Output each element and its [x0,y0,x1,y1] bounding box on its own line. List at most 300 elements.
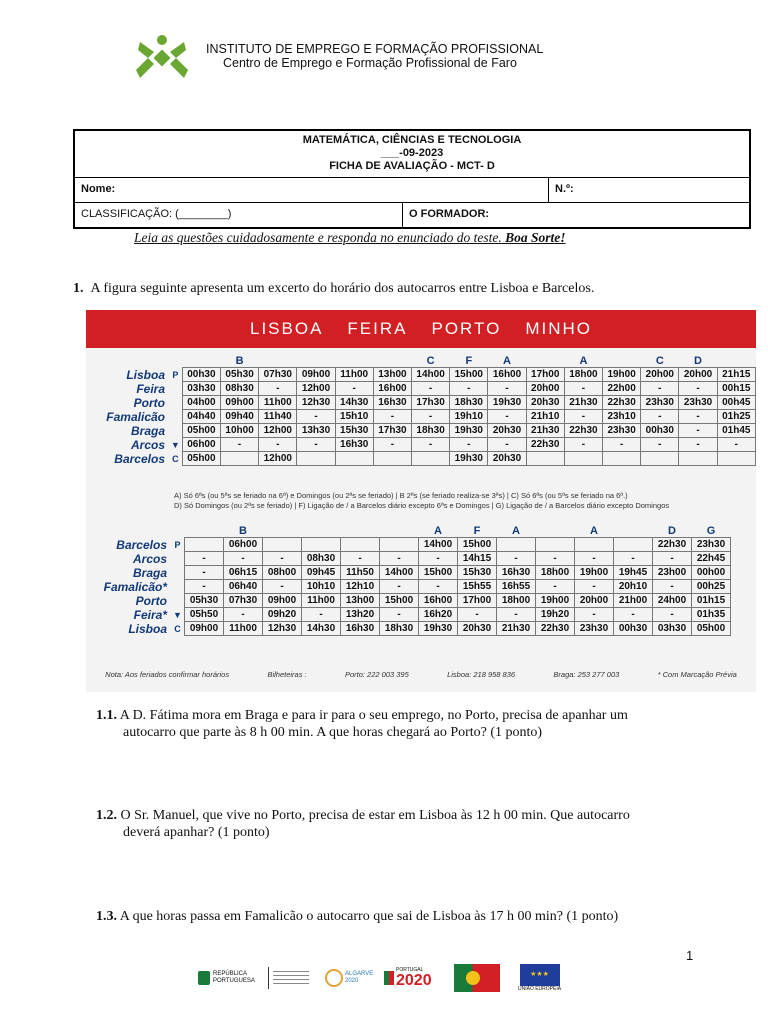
lower-time-cell: 00h25 [692,580,731,594]
lower-station-marker: ▼ [173,609,182,620]
timetable-footer [86,666,756,682]
lower-station-label: Feira* [133,607,167,622]
upper-time-cell: - [450,438,488,452]
title-minho: MINHO [525,319,592,338]
upper-time-cell: 18h00 [564,368,602,382]
footer-note: Nota: Aos feriados confirmar horários [105,669,230,679]
institute-heading [206,42,543,70]
upper-service-code [259,354,297,368]
page-number: 1 [686,948,694,963]
lower-station-label: Barcelos [116,537,167,552]
upper-time-cell: 19h10 [450,410,488,424]
lower-time-cell: 06h40 [224,580,263,594]
lower-time-cell: 22h30 [536,622,575,636]
upper-time-cell: 19h30 [488,396,526,410]
upper-time-cell [526,452,564,466]
lower-time-cell: 06h00 [224,538,263,552]
upper-row [88,452,756,466]
lower-time-cell: 00h30 [614,622,653,636]
name-field[interactable] [75,178,549,202]
title-lisboa: LISBOA [250,319,324,338]
upper-time-cell: 22h00 [603,382,641,396]
upper-time-cell: 12h00 [259,452,297,466]
upper-service-code [717,354,755,368]
upper-time-cell: - [679,382,717,396]
upper-time-cell: 08h30 [220,382,258,396]
footer-prior: * Com Marcação Prévia [657,669,737,679]
upper-time-cell: 12h00 [297,382,335,396]
upper-station-marker [169,424,182,438]
lower-time-cell: 07h30 [224,594,263,608]
question-1-1-text: A D. Fátima mora em Braga e para ir para o seu emprego, no Porto, precisa de apanhar um [119,708,628,723]
lower-time-cell: - [653,580,692,594]
lower-time-cell: - [614,552,653,566]
lower-time-cell: - [536,580,575,594]
upper-time-cell: - [373,438,411,452]
lower-codes-row [88,524,731,538]
lower-row [88,580,731,594]
upper-time-cell: 16h30 [373,396,411,410]
upper-station-label: Barcelos [114,451,165,466]
lower-row [88,622,731,636]
lower-station-marker: C [174,623,181,634]
question-1-2-number: 1.2. [96,808,117,823]
lower-time-cell [614,538,653,552]
lower-time-cell [341,538,380,552]
lower-station-marker: P [174,539,181,550]
upper-service-code [182,354,220,368]
lower-time-cell: 05h50 [185,608,224,622]
upper-time-cell: 15h10 [335,410,373,424]
lower-time-cell: 20h30 [458,622,497,636]
lower-time-cell: 24h00 [653,594,692,608]
question-1-2 [96,807,630,841]
institute-name: INSTITUTO DE EMPREGO E FORMAÇÃO PROFISSIONAL [206,42,544,56]
lower-timetable [88,524,731,636]
lower-time-cell: 03h30 [653,622,692,636]
lower-time-cell: - [653,608,692,622]
upper-time-cell [679,452,717,466]
upper-time-cell: 00h30 [641,424,679,438]
upper-time-cell: 16h00 [488,368,526,382]
trainer-field[interactable] [403,203,749,227]
lower-row [88,594,731,608]
upper-service-code [603,354,641,368]
lower-time-cell: - [341,552,380,566]
upper-time-cell: 16h30 [335,438,373,452]
lower-service-code: F [473,524,481,537]
question-1-number: 1. [73,281,84,296]
lower-time-cell: 05h30 [185,594,224,608]
lower-time-cell: - [575,580,614,594]
lower-time-cell: - [575,608,614,622]
logo-ue [518,962,561,994]
lower-time-cell: - [653,552,692,566]
lower-time-cell: - [380,552,419,566]
upper-time-cell: 17h30 [373,424,411,438]
upper-station-marker [169,382,182,396]
number-field[interactable] [549,178,749,202]
bus-timetable [86,310,756,692]
upper-row [88,438,756,452]
lower-service-code: A [434,524,442,537]
upper-time-cell: 22h30 [564,424,602,438]
upper-time-cell: 11h00 [259,396,297,410]
upper-time-cell: 15h00 [450,368,488,382]
footer-braga: Braga: 253 277 003 [553,669,620,679]
upper-service-code: B [235,354,244,367]
lower-time-cell: 19h20 [536,608,575,622]
upper-time-cell: - [603,438,641,452]
upper-time-cell: 20h00 [679,368,717,382]
upper-station-label: Famalicão [106,409,165,424]
instructions-closing: Boa Sorte! [505,230,566,245]
upper-time-cell: 19h00 [603,368,641,382]
classification-field[interactable] [75,203,403,227]
question-1 [73,280,594,297]
name-row [75,178,749,203]
upper-time-cell [412,452,450,466]
lower-time-cell: 23h00 [653,566,692,580]
upper-time-cell: 19h30 [450,424,488,438]
lower-time-cell: 15h30 [458,566,497,580]
lower-time-cell: - [185,580,224,594]
upper-time-cell: - [412,410,450,424]
ue-text: UNIÃO EUROPEIA [518,986,562,992]
lower-time-cell: - [536,552,575,566]
lower-time-cell: - [419,580,458,594]
upper-time-cell [335,452,373,466]
lower-service-code [614,524,653,538]
question-1-1 [96,707,628,741]
lower-time-cell: 01h35 [692,608,731,622]
lower-time-cell: 20h10 [614,580,653,594]
footer-ticket: Bilheteiras : [267,669,307,679]
upper-time-cell: 11h00 [335,368,373,382]
question-1-3-text: A que horas passa em Famalicão o autocarro que sai de Lisboa às 17 h 00 min? (1 ponto) [119,909,619,924]
timetable-title-bar [86,310,756,348]
lower-time-cell: 09h00 [263,594,302,608]
upper-time-cell: 16h00 [373,382,411,396]
lower-time-cell: - [185,566,224,580]
lower-time-cell: 09h00 [185,622,224,636]
lower-time-cell: 11h00 [224,622,263,636]
logo-portugal-flag [454,962,500,994]
lower-time-cell: 19h00 [536,594,575,608]
lower-service-code [380,524,419,538]
subject-title: MATEMÁTICA, CIÊNCIAS E TECNOLOGIA [302,134,522,146]
upper-time-cell: - [297,438,335,452]
portugal2020-flag-icon [384,971,394,985]
codes-spacer [88,524,171,538]
lower-time-cell: 08h30 [302,552,341,566]
upper-time-cell: 20h00 [526,382,564,396]
upper-time-cell: 12h00 [259,424,297,438]
upper-time-cell: 22h30 [603,396,641,410]
upper-station-label: Lisboa [126,367,165,382]
upper-time-cell: 01h25 [717,410,755,424]
lower-row [88,566,731,580]
lower-time-cell: 18h00 [536,566,575,580]
lower-time-cell: - [302,608,341,622]
upper-time-cell: 10h00 [220,424,258,438]
lower-time-cell: 21h00 [614,594,653,608]
question-1-1-text-2: autocarro que parte às 8 h 00 min. A que horas chegará ao Porto? (1 ponto) [123,725,543,740]
lower-station-marker [171,594,185,608]
upper-station-label: Feira [136,381,165,396]
lower-service-code: A [512,524,520,537]
instructions [134,230,565,246]
upper-time-cell: 04h40 [182,410,220,424]
upper-station-marker [169,396,182,410]
upper-service-code: A [579,354,588,367]
lower-time-cell: 22h45 [692,552,731,566]
upper-time-cell: 13h30 [297,424,335,438]
question-1-2-text: O Sr. Manuel, que vive no Porto, precisa de estar em Lisboa às 12 h 00 min. Que autocarro [120,808,630,823]
lower-time-cell: 19h00 [575,566,614,580]
upper-time-cell: - [373,410,411,424]
upper-time-cell: 09h40 [220,410,258,424]
lower-time-cell: 22h30 [653,538,692,552]
lower-time-cell: 13h20 [341,608,380,622]
lower-time-cell: 21h30 [497,622,536,636]
lower-service-code [341,524,380,538]
upper-time-cell: 00h45 [717,396,755,410]
upper-time-cell: 04h00 [182,396,220,410]
logo-ministry [268,962,309,994]
lower-time-cell: 15h55 [458,580,497,594]
upper-time-cell: - [259,438,297,452]
upper-time-cell: 12h30 [297,396,335,410]
upper-time-cell: - [564,438,602,452]
lower-time-cell: - [185,552,224,566]
upper-time-cell [603,452,641,466]
lower-time-cell: 15h00 [419,566,458,580]
upper-time-cell: 14h00 [412,368,450,382]
upper-time-cell [373,452,411,466]
iefp-logo-icon [136,34,188,80]
lower-time-cell: 01h15 [692,594,731,608]
lower-time-cell: 08h00 [263,566,302,580]
lower-time-cell: 00h00 [692,566,731,580]
lower-time-cell: 14h00 [419,538,458,552]
upper-time-cell: 22h30 [526,438,564,452]
lower-row [88,552,731,566]
lower-station-marker [171,552,185,566]
lower-time-cell: - [497,552,536,566]
upper-time-cell: - [259,382,297,396]
lower-station-marker [171,580,185,594]
lower-time-cell: 16h30 [497,566,536,580]
upper-time-cell: 17h30 [412,396,450,410]
lower-time-cell: - [497,608,536,622]
lower-time-cell: 11h00 [302,594,341,608]
upper-service-code [526,354,564,368]
upper-row [88,424,756,438]
upper-service-code [297,354,335,368]
upper-service-code: C [655,354,664,367]
logo-algarve [325,962,374,994]
upper-time-cell: - [297,410,335,424]
upper-time-cell: 09h00 [297,368,335,382]
upper-time-cell [564,452,602,466]
lower-time-cell: 12h10 [341,580,380,594]
upper-time-cell [220,452,258,466]
upper-service-code: D [694,354,702,367]
lower-service-code [185,524,224,538]
lower-station-marker [171,566,185,580]
lower-time-cell: - [380,580,419,594]
upper-time-cell: - [641,382,679,396]
upper-time-cell [717,452,755,466]
lower-service-code: G [706,524,716,537]
lower-station-label: Braga [132,565,167,580]
lower-time-cell: 16h30 [341,622,380,636]
lower-service-code [263,524,302,538]
title-porto: PORTO [431,319,502,338]
upper-time-cell: 17h00 [526,368,564,382]
lower-time-cell [536,538,575,552]
lower-time-cell: 16h00 [419,594,458,608]
upper-time-cell: - [412,438,450,452]
question-1-3-number: 1.3. [96,909,117,924]
lower-time-cell: - [380,608,419,622]
lower-station-label: Porto [135,593,167,608]
upper-service-code [373,354,411,368]
title-feira: FEIRA [347,319,408,338]
lower-time-cell [302,538,341,552]
upper-time-cell: 18h30 [450,396,488,410]
upper-time-cell: 23h10 [603,410,641,424]
upper-time-cell: 05h00 [182,452,220,466]
codes-spacer [88,354,169,368]
ue-block [518,964,561,992]
lower-time-cell: 17h00 [458,594,497,608]
upper-time-cell: 01h45 [717,424,755,438]
codes-spacer [169,354,182,368]
upper-time-cell: 21h30 [526,424,564,438]
legend-line-1: A) Só 6ªs (ou 5ªs se feriado na 6ª) e Domingos (ou 2ªs se feriado) | B 2ªs (se feriado realiza-se 3ªs) | C) Só 6ªs (ou 5ªs se feriado na 6ª.) [174,491,628,500]
exam-title-block [75,131,749,178]
upper-time-cell: - [488,382,526,396]
upper-time-cell [641,452,679,466]
upper-time-cell: 13h00 [373,368,411,382]
footer-porto: Porto: 222 003 395 [344,669,409,679]
lower-time-cell: - [263,552,302,566]
upper-station-marker: C [172,453,179,464]
upper-station-label: Braga [130,423,165,438]
upper-row [88,410,756,424]
upper-station-label: Porto [133,395,165,410]
upper-time-cell: 03h30 [182,382,220,396]
upper-time-cell: - [679,424,717,438]
upper-time-cell: 19h30 [450,452,488,466]
lower-time-cell: 23h30 [575,622,614,636]
lower-time-cell [263,538,302,552]
lower-time-cell: 14h15 [458,552,497,566]
upper-time-cell: 23h30 [679,396,717,410]
lower-time-cell: 11h50 [341,566,380,580]
upper-time-cell: 07h30 [259,368,297,382]
lower-row [88,608,731,622]
lower-service-code: D [668,524,676,537]
upper-time-cell: - [488,410,526,424]
upper-time-cell: - [220,438,258,452]
upper-time-cell: 21h10 [526,410,564,424]
upper-station-marker: P [172,369,179,380]
lower-service-code: B [239,524,247,537]
republica-emblem-icon [198,971,210,985]
upper-time-cell: - [641,410,679,424]
upper-time-cell: - [335,382,373,396]
question-1-2-text-2: deverá apanhar? (1 ponto) [123,825,270,840]
upper-time-cell: 23h30 [603,424,641,438]
lower-time-cell: 15h00 [458,538,497,552]
lower-time-cell: 18h30 [380,622,419,636]
upper-time-cell: 05h00 [182,424,220,438]
lower-time-cell: 12h30 [263,622,302,636]
trainer-label: O FORMADOR: [409,208,490,220]
upper-time-cell: - [564,410,602,424]
lower-time-cell: 15h00 [380,594,419,608]
lower-time-cell: 09h20 [263,608,302,622]
lower-time-cell: 10h10 [302,580,341,594]
lower-time-cell: 09h45 [302,566,341,580]
lower-station-label: Famalicão* [103,579,167,594]
upper-time-cell: 11h40 [259,410,297,424]
upper-time-cell: - [679,410,717,424]
upper-time-cell: 20h30 [488,452,526,466]
lower-service-code [302,524,341,538]
upper-time-cell: 23h30 [641,396,679,410]
logo-portugal2020 [384,962,432,994]
lower-time-cell: 14h00 [380,566,419,580]
upper-time-cell: 09h00 [220,396,258,410]
lower-time-cell: - [224,552,263,566]
lower-time-cell: 14h30 [302,622,341,636]
ministry-divider [268,967,269,989]
portugal-flag-sphere [466,971,480,985]
upper-time-cell: - [717,438,755,452]
codes-spacer [171,524,185,538]
lower-time-cell [575,538,614,552]
upper-time-cell: 20h00 [641,368,679,382]
upper-time-cell: 00h15 [717,382,755,396]
upper-time-cell: 06h00 [182,438,220,452]
question-1-3 [96,908,618,925]
lower-time-cell: - [458,608,497,622]
upper-codes-row [88,354,756,368]
ministry-lines-icon [273,971,309,985]
republica-text: REPÚBLICA PORTUGUESA [213,971,255,984]
exam-date: ___-09-2023 [380,147,444,159]
upper-timetable [88,354,756,466]
upper-time-cell: - [641,438,679,452]
upper-time-cell: - [564,382,602,396]
lower-time-cell: - [419,552,458,566]
upper-time-cell: 15h30 [335,424,373,438]
classification-label: CLASSIFICAÇÃO: (________) [81,208,232,220]
upper-row [88,382,756,396]
lower-service-code: A [590,524,598,537]
lower-station-label: Arcos [132,551,167,566]
algarve-swirl-icon [325,969,343,987]
instructions-text: Leia as questões cuidadosamente e responda no enunciado do teste. [134,230,502,245]
upper-time-cell: 20h30 [488,424,526,438]
upper-time-cell: - [412,382,450,396]
lower-time-cell: 19h30 [419,622,458,636]
upper-time-cell: 18h30 [412,424,450,438]
